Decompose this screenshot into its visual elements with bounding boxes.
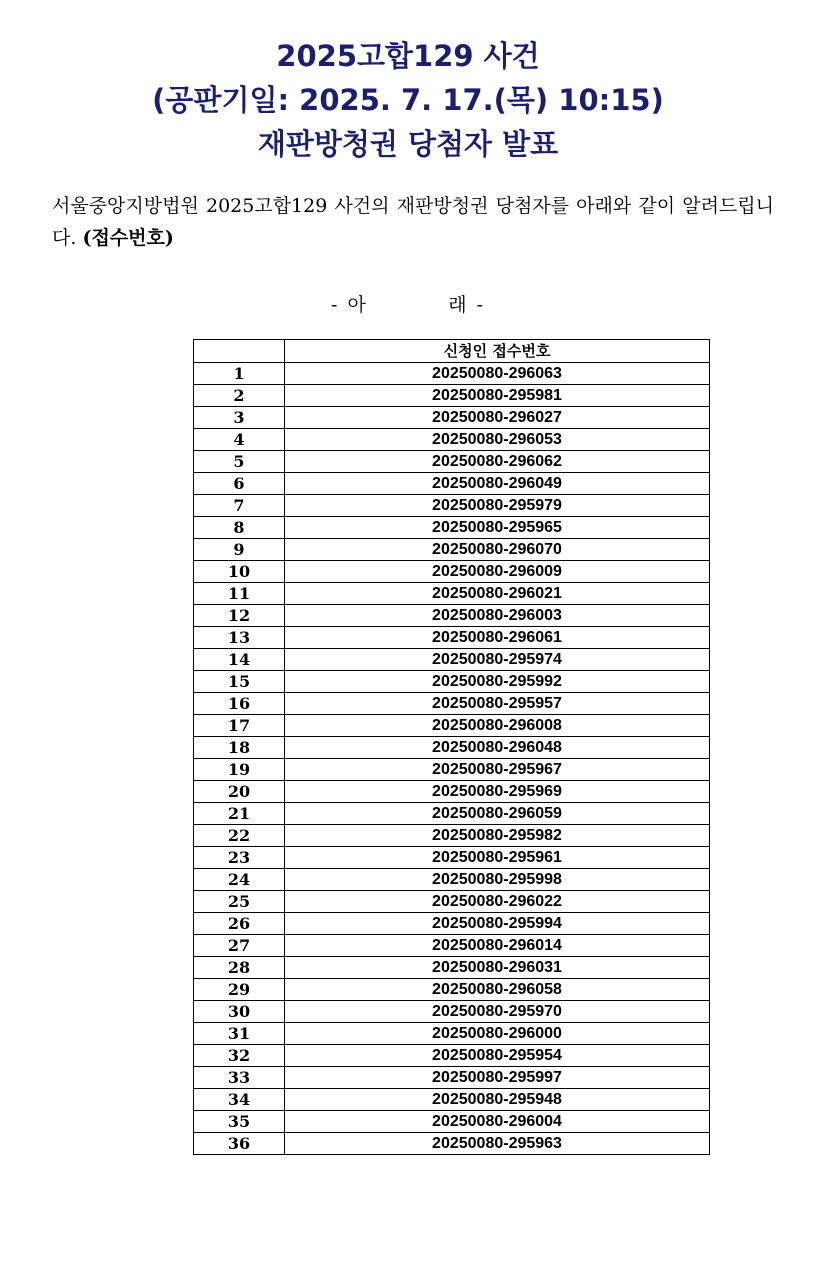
row-number: 19: [194, 759, 285, 781]
table-row: [194, 979, 710, 1001]
receipt-number: 20250080-295963: [285, 1133, 710, 1155]
intro-note: (접수번호): [82, 227, 174, 249]
receipt-number: 20250080-295982: [285, 825, 710, 847]
winners-table: [193, 339, 710, 1155]
table-row: [194, 627, 710, 649]
row-number: 36: [194, 1133, 285, 1155]
table-row: [194, 1067, 710, 1089]
row-number: 34: [194, 1089, 285, 1111]
table-row: [194, 781, 710, 803]
row-number: 22: [194, 825, 285, 847]
receipt-number: 20250080-295967: [285, 759, 710, 781]
row-number: 20: [194, 781, 285, 803]
receipt-number: 20250080-296003: [285, 605, 710, 627]
row-number: 24: [194, 869, 285, 891]
table-row: [194, 473, 710, 495]
table-row: [194, 649, 710, 671]
table-row: [194, 539, 710, 561]
row-number: 31: [194, 1023, 285, 1045]
receipt-number: 20250080-296048: [285, 737, 710, 759]
receipt-number: 20250080-296058: [285, 979, 710, 1001]
table-row: [194, 605, 710, 627]
receipt-number: 20250080-296022: [285, 891, 710, 913]
row-number: 15: [194, 671, 285, 693]
table-header-row: [194, 340, 710, 363]
table-row: [194, 869, 710, 891]
receipt-number: 20250080-296061: [285, 627, 710, 649]
receipt-number: 20250080-296014: [285, 935, 710, 957]
row-number: 32: [194, 1045, 285, 1067]
table-row: [194, 583, 710, 605]
receipt-number: 20250080-295969: [285, 781, 710, 803]
receipt-number: 20250080-295954: [285, 1045, 710, 1067]
table-row: [194, 1089, 710, 1111]
table-row: [194, 935, 710, 957]
receipt-number: 20250080-296009: [285, 561, 710, 583]
winners-announcement-title: 재판방청권 당첨자 발표: [257, 127, 559, 161]
row-number: 29: [194, 979, 285, 1001]
table-row: [194, 693, 710, 715]
table-row: [194, 495, 710, 517]
row-number: 5: [194, 451, 285, 473]
case-number-title: 2025고합129 사건: [276, 39, 540, 73]
table-row: [194, 385, 710, 407]
receipt-number: 20250080-295957: [285, 693, 710, 715]
row-number: 11: [194, 583, 285, 605]
receipt-number: 20250080-296000: [285, 1023, 710, 1045]
row-number: 14: [194, 649, 285, 671]
row-number: 16: [194, 693, 285, 715]
table-row: [194, 429, 710, 451]
row-number: 18: [194, 737, 285, 759]
receipt-number: 20250080-295961: [285, 847, 710, 869]
row-number: 25: [194, 891, 285, 913]
receipt-number: 20250080-296004: [285, 1111, 710, 1133]
receipt-number: 20250080-296027: [285, 407, 710, 429]
receipt-number: 20250080-296031: [285, 957, 710, 979]
receipt-number: 20250080-296053: [285, 429, 710, 451]
row-number: 13: [194, 627, 285, 649]
table-row: [194, 1133, 710, 1155]
receipt-number: 20250080-296008: [285, 715, 710, 737]
row-number: 7: [194, 495, 285, 517]
table-row: [194, 1045, 710, 1067]
receipt-number: 20250080-296049: [285, 473, 710, 495]
intro-paragraph: [52, 190, 774, 254]
table-row: [194, 737, 710, 759]
receipt-number: 20250080-295974: [285, 649, 710, 671]
receipt-number: 20250080-295979: [285, 495, 710, 517]
row-number: 23: [194, 847, 285, 869]
row-number: 21: [194, 803, 285, 825]
receipt-number: 20250080-295992: [285, 671, 710, 693]
table-row: [194, 561, 710, 583]
table-header-receipt-number: 신청인 접수번호: [285, 340, 710, 363]
table-row: [194, 891, 710, 913]
table-row: [194, 759, 710, 781]
receipt-number: 20250080-295998: [285, 869, 710, 891]
table-row: [194, 803, 710, 825]
row-number: 28: [194, 957, 285, 979]
row-number: 27: [194, 935, 285, 957]
row-number: 33: [194, 1067, 285, 1089]
row-number: 6: [194, 473, 285, 495]
row-number: 3: [194, 407, 285, 429]
table-row: [194, 957, 710, 979]
table-row: [194, 1111, 710, 1133]
below-heading: - 아 래 -: [330, 294, 486, 316]
table-row: [194, 517, 710, 539]
receipt-number: 20250080-296063: [285, 363, 710, 385]
table-row: [194, 671, 710, 693]
row-number: 30: [194, 1001, 285, 1023]
table-row: [194, 1001, 710, 1023]
announcement-title: [0, 34, 816, 166]
row-number: 35: [194, 1111, 285, 1133]
row-number: 9: [194, 539, 285, 561]
row-number: 17: [194, 715, 285, 737]
receipt-number: 20250080-296059: [285, 803, 710, 825]
row-number: 10: [194, 561, 285, 583]
table-row: [194, 407, 710, 429]
table-row: [194, 451, 710, 473]
row-number: 12: [194, 605, 285, 627]
table-row: [194, 913, 710, 935]
receipt-number: 20250080-296021: [285, 583, 710, 605]
table-row: [194, 715, 710, 737]
row-number: 2: [194, 385, 285, 407]
receipt-number: 20250080-295981: [285, 385, 710, 407]
table-row: [194, 1023, 710, 1045]
table-body: [194, 363, 710, 1155]
table-row: [194, 363, 710, 385]
receipt-number: 20250080-296070: [285, 539, 710, 561]
row-number: 26: [194, 913, 285, 935]
receipt-number: 20250080-296062: [285, 451, 710, 473]
receipt-number: 20250080-295948: [285, 1089, 710, 1111]
table-row: [194, 825, 710, 847]
row-number: 8: [194, 517, 285, 539]
receipt-number: 20250080-295970: [285, 1001, 710, 1023]
intro-text: 서울중앙지방법원 2025고합129 사건의 재판방청권 당첨자를 아래와 같이 알려드립니다.: [52, 195, 774, 249]
receipt-number: 20250080-295994: [285, 913, 710, 935]
row-number: 4: [194, 429, 285, 451]
receipt-number: 20250080-295965: [285, 517, 710, 539]
receipt-number: 20250080-295997: [285, 1067, 710, 1089]
table-header-number: [194, 340, 285, 363]
hearing-date-title: (공판기일: 2025. 7. 17.(목) 10:15): [152, 83, 664, 117]
row-number: 1: [194, 363, 285, 385]
table-row: [194, 847, 710, 869]
